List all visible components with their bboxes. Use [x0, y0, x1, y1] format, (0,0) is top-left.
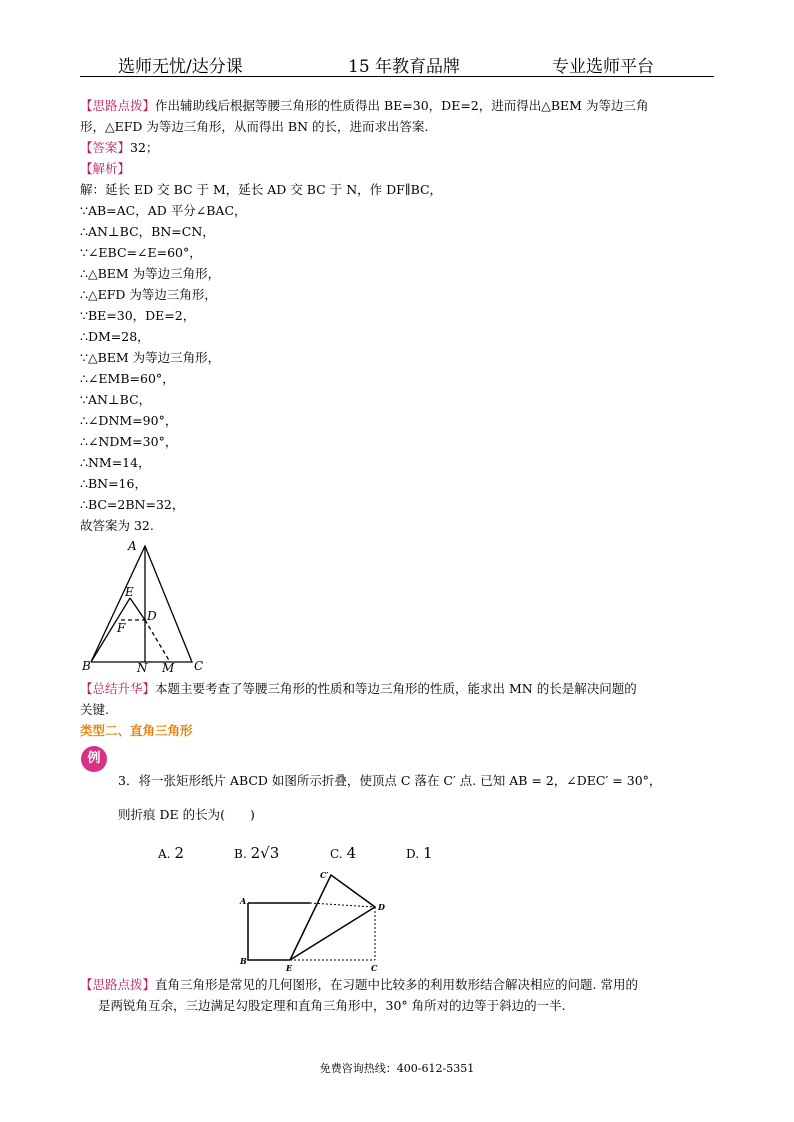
hint-text-1: 作出辅助线后根据等腰三角形的性质得出 BE=30，DE=2，进而得出△BEM 为等边三角 — [155, 98, 649, 113]
solution-step: ∴AN⊥BC，BN=CN， — [80, 224, 215, 239]
example-badge: 例 — [81, 746, 107, 772]
fig2-label-a: A — [240, 896, 247, 906]
answer-text: 32； — [130, 140, 159, 155]
triangle-abc — [91, 546, 192, 662]
fig2-label-c: C — [371, 963, 378, 973]
fig2-label-d: D — [378, 902, 385, 912]
solution-step: ∵∠EBC=∠E=60°， — [80, 245, 202, 260]
label-n: N — [137, 661, 148, 675]
solution-step: ∵AN⊥BC， — [80, 392, 152, 407]
label-e: E — [125, 585, 134, 599]
fig2-label-cprime: C′ — [320, 870, 329, 880]
summary-tag: 【总结升华】 — [80, 681, 156, 696]
solution-step: ∴∠EMB=60°， — [80, 371, 175, 386]
solution-step: ∴∠DNM=90°， — [80, 413, 178, 428]
solution-step: ∴△BEM 为等边三角形， — [80, 266, 221, 281]
answer-line — [80, 137, 710, 158]
main-content — [80, 95, 710, 536]
label-d: D — [147, 609, 157, 623]
summary-block — [80, 678, 710, 741]
label-f: F — [117, 621, 126, 635]
header-right: 专业选师平台 — [552, 57, 654, 77]
dashed-top — [310, 903, 375, 907]
hint-text-2: 形，△EFD 为等边三角形，从而得出 BN 的长，进而求出答案. — [80, 119, 429, 134]
summary-text-2: 关键. — [80, 702, 109, 717]
label-a: A — [128, 539, 137, 553]
footer-hotline: 免费咨询热线：400-612-5351 — [319, 1062, 475, 1075]
solution-step: 解：延长 ED 交 BC 于 M，延长 AD 交 BC 于 N，作 DF∥BC， — [80, 182, 443, 197]
question-line-2: 则折痕 DE 的长为( ) — [118, 807, 255, 822]
folded-triangle — [290, 875, 375, 960]
solution-step: ∵AB=AC，AD 平分∠BAC， — [80, 203, 247, 218]
hint-tag: 【思路点拨】 — [80, 98, 156, 113]
choice-d[interactable]: D. 1 — [406, 844, 433, 862]
fig2-label-e: E — [286, 963, 293, 973]
hint2-tag: 【思路点拨】 — [80, 977, 156, 992]
header-left: 选师无忧/达分课 — [118, 57, 243, 77]
header-center: 15 年教育品牌 — [348, 57, 461, 77]
label-c: C — [194, 659, 204, 673]
rect-left — [248, 903, 290, 960]
label-m: M — [162, 661, 175, 675]
hint-line — [80, 95, 710, 116]
label-b: B — [82, 659, 91, 673]
analysis-tag: 【解析】 — [80, 161, 131, 176]
solution-step: ∴DM=28， — [80, 329, 150, 344]
question-3 — [118, 764, 661, 832]
page-header — [80, 48, 714, 77]
triangle-figure — [80, 538, 220, 678]
hint2-text-1: 直角三角形是常见的几何图形，在习题中比较多的利用数形结合解决相应的问题. 常用的 — [155, 977, 638, 992]
rectangle-fold-figure — [232, 868, 392, 974]
answer-tag: 【答案】 — [80, 140, 131, 155]
choice-c[interactable]: C. 4 — [330, 844, 357, 862]
solution-step: ∴∠NDM=30°， — [80, 434, 178, 449]
solution-step: ∴BN=16， — [80, 476, 147, 491]
hint2-text-2: 是两锐角互余，三边满足勾股定理和直角三角形中，30° 角所对的边等于斜边的一半. — [98, 998, 566, 1013]
hint2-block — [80, 974, 710, 1016]
segment-dm — [145, 620, 170, 662]
choice-b[interactable]: B. 2√3 — [234, 844, 280, 862]
choice-a[interactable]: A. 2 — [158, 844, 185, 862]
solution-step: ∴△EFD 为等边三角形， — [80, 287, 217, 302]
fig2-label-b: B — [240, 956, 247, 966]
summary-text-1: 本题主要考查了等腰三角形的性质和等边三角形的性质，能求出 MN 的长是解决问题的 — [155, 681, 637, 696]
solution-step: ∵BE=30，DE=2， — [80, 308, 196, 323]
solution-step: 故答案为 32. — [80, 518, 154, 533]
solution-steps — [80, 179, 710, 536]
solution-step: ∵△BEM 为等边三角形， — [80, 350, 221, 365]
solution-step: ∴BC=2BN=32， — [80, 497, 185, 512]
segment-ed — [130, 598, 145, 620]
question-line-1: 3．将一张矩形纸片 ABCD 如图所示折叠，使顶点 C 落在 C′ 点. 已知 AB = 2，∠DEC′ = 30°， — [118, 773, 662, 788]
solution-step: ∴NM=14， — [80, 455, 151, 470]
section-title: 类型二、直角三角形 — [80, 723, 193, 738]
